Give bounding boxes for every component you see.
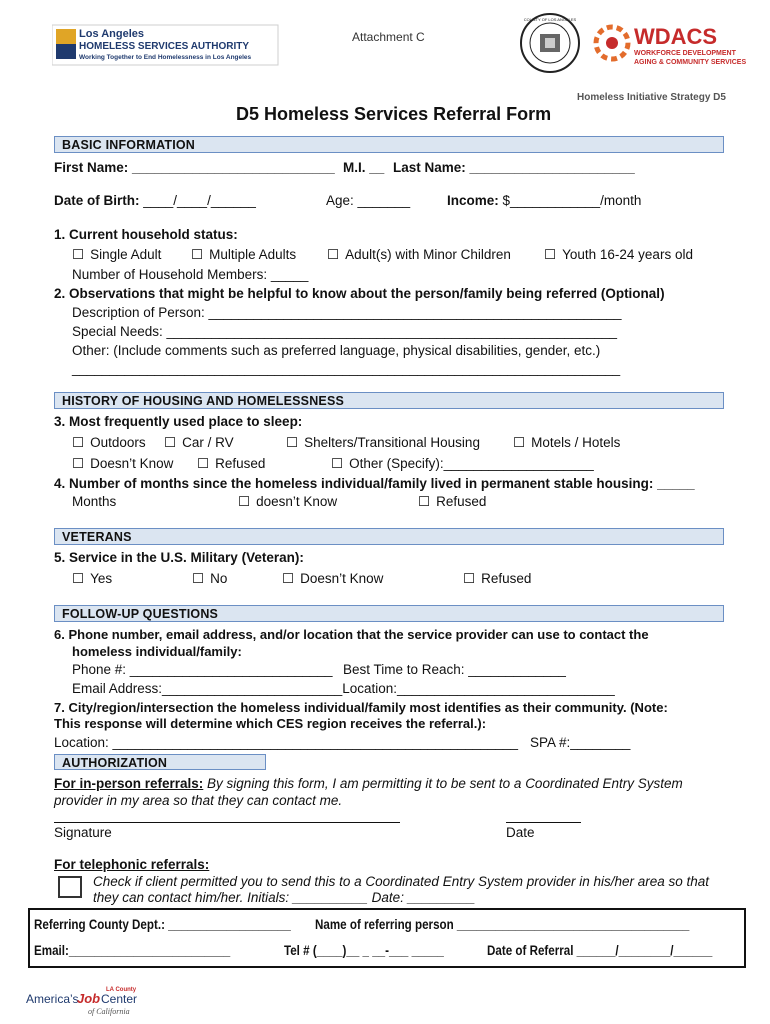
checkbox-shelters[interactable]: ☐ Shelters/Transitional Housing <box>286 435 480 451</box>
wdacs-line1: WORKFORCE DEVELOPMENT <box>634 50 736 57</box>
telephonic-consent-checkbox[interactable] <box>58 876 82 898</box>
income-field[interactable] <box>447 193 641 208</box>
wdacs-name: WDACS <box>634 24 718 49</box>
special-needs-field[interactable]: Special Needs: ____________________________________________________________ <box>72 324 618 339</box>
income-blank: $____________/month <box>498 193 642 208</box>
location-field[interactable]: Location: ______________________________________________________ <box>54 735 518 750</box>
q7-label-line1: 7. City/region/intersection the homeless individual/family most identifies as their community. (Note: <box>54 700 668 715</box>
county-seal <box>519 12 581 74</box>
checkbox-q4-refused[interactable]: ☐ Refused <box>418 494 486 510</box>
last-name-field[interactable]: Last Name: ______________________ <box>393 160 635 175</box>
q4-label: 4. Number of months since the homeless individual/family lived in permanent stable housing: _____ <box>54 476 695 491</box>
strategy-label: Homeless Initiative Strategy D5 <box>577 92 726 103</box>
wdacs-logo <box>592 14 752 72</box>
signature-label: Signature <box>54 825 112 840</box>
footer-sub: of California <box>88 1007 130 1016</box>
q5-label: 5. Service in the U.S. Military (Veteran): <box>54 550 304 565</box>
lahsa-line1: Los Angeles <box>79 28 144 40</box>
wdacs-line2: AGING & COMMUNITY SERVICES <box>634 59 747 66</box>
age-field[interactable]: Age: _______ <box>326 193 411 208</box>
dob-field[interactable] <box>54 193 256 208</box>
lahsa-logo <box>52 24 280 66</box>
referral-date-field[interactable]: Date of Referral ______/________/______ <box>487 943 713 958</box>
inperson-text <box>54 776 683 791</box>
inperson-text-2: provider in my area so that they can contact me. <box>54 793 343 808</box>
checkbox-veteran-no[interactable]: ☐ No <box>192 571 227 587</box>
checkbox-car-rv[interactable]: ☐ Car / RV <box>164 435 234 451</box>
telephonic-label: For telephonic referrals: <box>54 857 210 872</box>
inperson-label: For in-person referrals: <box>54 776 204 791</box>
referring-person-field[interactable]: Name of referring person ____________________________________ <box>315 917 690 932</box>
q7-label-line2: This response will determine which CES region receives the referral.): <box>54 716 487 731</box>
q3-label: 3. Most frequently used place to sleep: <box>54 414 303 429</box>
telephonic-text-2: they can contact him/her. Initials: __________ Date: _________ <box>93 890 476 905</box>
q2-label: 2. Observations that might be helpful to know about the person/family being referred (Optional) <box>54 286 665 301</box>
q6-label-line1: 6. Phone number, email address, and/or location that the service provider can use to contact the <box>54 627 649 642</box>
best-time-field[interactable]: Best Time to Reach: _____________ <box>343 662 566 677</box>
checkbox-q4-doesnt-know[interactable]: ☐ doesn’t Know <box>238 494 337 510</box>
other-label: Other: (Include comments such as preferred language, physical disabilities, gender, etc.) <box>72 343 601 358</box>
lahsa-tagline: Working Together to End Homelessness in Los Angeles <box>79 54 252 61</box>
checkbox-doesnt-know[interactable]: ☐ Doesn’t Know <box>72 456 173 472</box>
history-heading: HISTORY OF HOUSING AND HOMELESSNESS <box>54 392 724 409</box>
months-label: Months <box>72 494 117 509</box>
income-label: Income: <box>447 193 499 208</box>
page-title: D5 Homeless Services Referral Form <box>236 104 552 124</box>
email-location-field[interactable]: Email Address:________________________Location:_____________________________ <box>72 681 615 696</box>
checkbox-veteran-yes[interactable]: ☐ Yes <box>72 571 112 587</box>
authorization-heading: AUTHORIZATION <box>54 754 266 770</box>
checkbox-single-adult[interactable]: ☐ Single Adult <box>72 247 161 263</box>
attachment-label: Attachment C <box>352 30 425 44</box>
referring-dept-field[interactable]: Referring County Dept.: ___________________ <box>34 917 291 932</box>
basic-info-heading: BASIC INFORMATION <box>54 136 724 153</box>
checkbox-refused[interactable]: ☐ Refused <box>197 456 265 472</box>
footer-small: LA County <box>106 987 137 993</box>
seal-text: COUNTY OF LOS ANGELES <box>523 17 577 22</box>
description-field[interactable]: Description of Person: _______________________________________________________ <box>72 305 622 320</box>
spa-field[interactable]: SPA #:________ <box>530 735 631 750</box>
signature-line[interactable] <box>54 822 400 823</box>
lahsa-mark: LAHSA <box>57 59 74 65</box>
mi-field[interactable]: M.I. __ <box>343 160 385 175</box>
checkbox-multiple-adults[interactable]: ☐ Multiple Adults <box>191 247 296 263</box>
inperson-body: By signing this form, I am permitting it to be sent to a Coordinated Entry System <box>203 776 683 791</box>
referrer-email-field[interactable]: Email:_________________________ <box>34 943 231 958</box>
followup-heading: FOLLOW-UP QUESTIONS <box>54 605 724 622</box>
other-field[interactable]: _________________________________________________________________________ <box>72 361 621 376</box>
q6-label-line2: homeless individual/family: <box>72 644 242 659</box>
dob-label: Date of Birth: <box>54 193 140 208</box>
telephonic-text-1: Check if client permitted you to send this to a Coordinated Entry System provider in his/her area so that <box>93 874 710 889</box>
phone-field[interactable]: Phone #: ___________________________ <box>72 662 333 677</box>
date-line[interactable] <box>506 822 581 823</box>
q1-label: 1. Current household status: <box>54 227 238 242</box>
checkbox-other-specify[interactable]: ☐ Other (Specify):____________________ <box>331 456 594 472</box>
date-label: Date <box>506 825 535 840</box>
footer-brand1: America’s <box>26 992 79 1006</box>
lahsa-line2: HOMELESS SERVICES AUTHORITY <box>79 41 250 52</box>
household-members-field[interactable]: Number of Household Members: _____ <box>72 267 309 282</box>
checkbox-youth[interactable]: ☐ Youth 16-24 years old <box>544 247 693 263</box>
checkbox-veteran-doesnt-know[interactable]: ☐ Doesn’t Know <box>282 571 383 587</box>
checkbox-outdoors[interactable]: ☐ Outdoors <box>72 435 146 451</box>
checkbox-veteran-refused[interactable]: ☐ Refused <box>463 571 531 587</box>
americas-job-center-logo <box>26 983 146 1017</box>
referrer-tel-field[interactable]: Tel # (____)__ _ __-___ _____ <box>284 943 444 958</box>
first-name-field[interactable]: First Name: ___________________________ <box>54 160 335 175</box>
veterans-heading: VETERANS <box>54 528 724 545</box>
footer-brand3: Center <box>101 992 138 1006</box>
dob-blank: ____/____/______ <box>139 193 256 208</box>
checkbox-adults-with-children[interactable]: ☐ Adult(s) with Minor Children <box>327 247 511 263</box>
footer-brand2: Job <box>77 991 101 1006</box>
checkbox-motels[interactable]: ☐ Motels / Hotels <box>513 435 620 451</box>
